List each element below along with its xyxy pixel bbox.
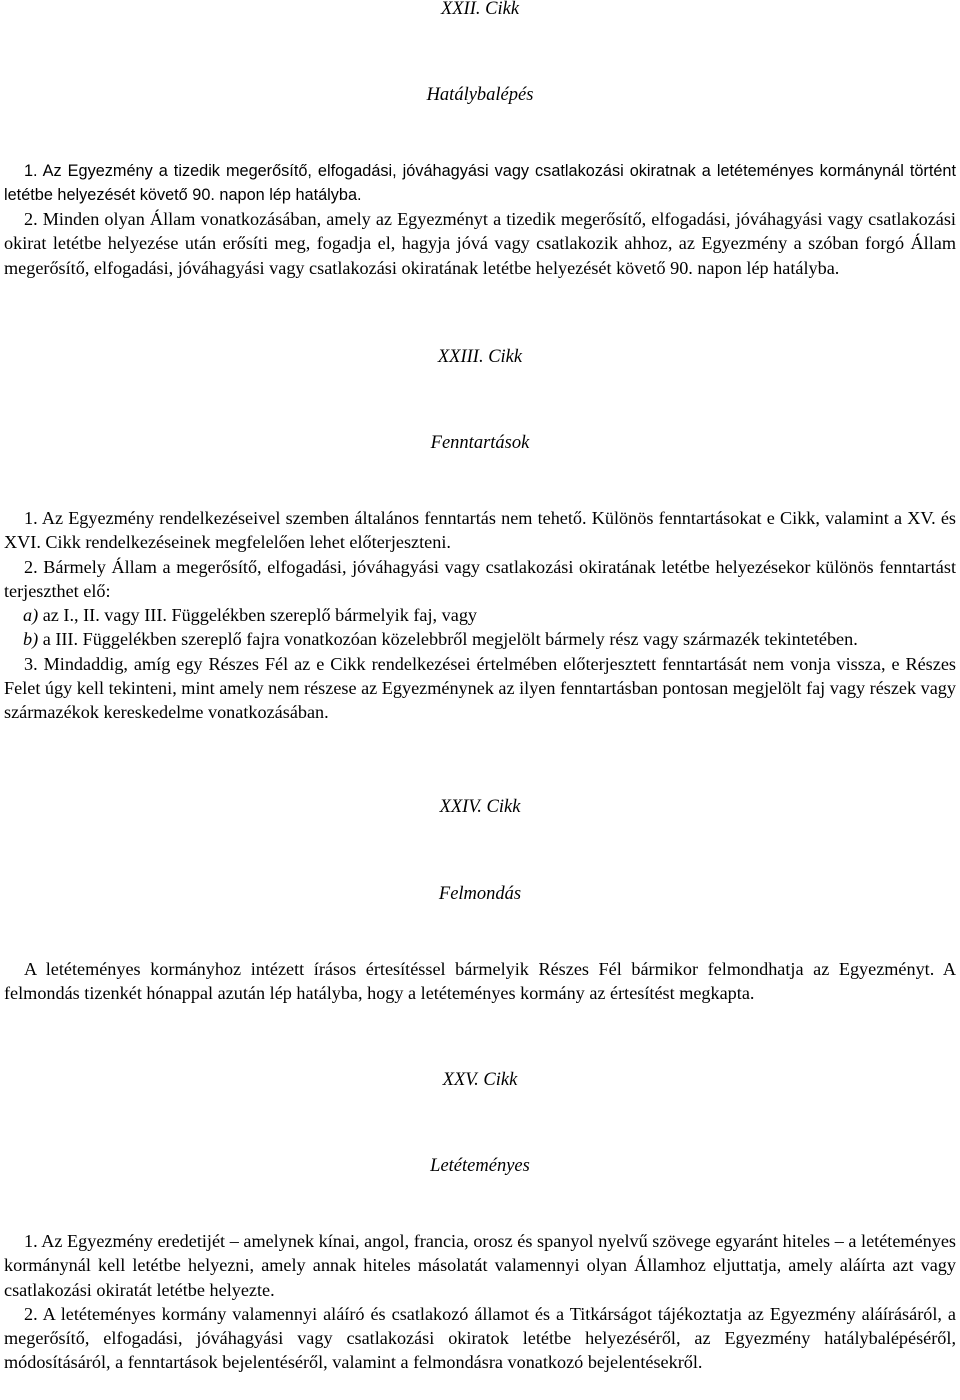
paragraph: A letéteményes kormányhoz intézett írásos értesítéssel bármelyik Részes Fél bármikor felmondhatja az Egyezményt. A felmondás tizenkét hónappal azután lép hatályba, hogy a letéteményes kormány az értesítést megkapta.	[4, 959, 956, 1004]
article-number: XXII. Cikk	[440, 0, 520, 19]
article-title: Hatálybalépés	[426, 85, 534, 105]
paragraph: 2. Minden olyan Állam vonatkozásában, amely az Egyezményt a tizedik megerősítő, elfogadási, jóváhagyási vagy csatlakozási okirat letétbe helyezése után erősíti meg, fogadja el, hagyja jóvá vagy csatlakozik ahhoz, az Egyezmény a szóban forgó Állam megerősítő, elfogadási, jóváhagyási vagy csatlakozási okiratának letétbe helyezését követő 90. napon lép hatályba.	[4, 209, 956, 278]
paragraph: 1. Az Egyezmény rendelkezéseivel szemben általános fenntartás nem tehető. Különös fenntartásokat e Cikk, valamint a XV. és XVI. Cikk rendelkezéseinek megfelelően lehet előterjeszteni.	[4, 508, 956, 553]
article-number: XXIII. Cikk	[437, 347, 523, 367]
article-title: Fenntartások	[430, 433, 530, 453]
paragraph: 2. A letéteményes kormány valamennyi aláíró és csatlakozó államot és a Titkárságot tájékoztatja az Egyezmény aláírásáról, a megerősítő, elfogadási, jóváhagyási vagy csatlakozási okiratok letétbe helyezéséről, az Egyezmény hatálybalépéséről, módosításáról, a fenntartások bejelentéséről, valamint a felmondásra vonatkozó bejelentésekről.	[4, 1303, 956, 1373]
article-body	[4, 957, 956, 1006]
article-number: XXIV. Cikk	[439, 797, 521, 817]
list-item	[4, 627, 956, 651]
article-body	[4, 506, 956, 725]
list-item	[4, 603, 956, 627]
paragraph: 1. Az Egyezmény a tizedik megerősítő, elfogadási, jóváhagyási vagy csatlakozási okiratnak a letéteményes kormánynál történt letétbe helyezését követő 90. napon lép hatályba.	[4, 162, 956, 205]
article-body	[4, 207, 956, 280]
paragraph: 2. Bármely Állam a megerősítő, elfogadási, jóváhagyási vagy csatlakozási okiratának letétbe helyezésekor különös fenntartást terjeszthet elő:	[4, 556, 956, 601]
article-body	[4, 1229, 956, 1375]
list-item-text: a III. Függelékben szereplő fajra vonatkozóan közelebbről megjelölt bármely rész vagy származék tekintetében.	[38, 629, 858, 650]
list-item-label: a)	[23, 605, 39, 626]
paragraph: 3. Mindaddig, amíg egy Részes Fél az e Cikk rendelkezései értelmében előterjesztett fenntartását nem vonja vissza, e Részes Felet úgy kell tekinteni, mint amely nem részese az Egyezménynek az ilyen fenntartásban pontosan megjelölt faj vagy részek vagy származékok kereskedelme vonatkozásában.	[4, 653, 956, 723]
list-item-text: az I., II. vagy III. Függelékben szereplő bármelyik faj, vagy	[38, 605, 478, 626]
article-title: Felmondás	[438, 884, 522, 904]
article-title: Letéteményes	[430, 1156, 530, 1176]
article-number: XXV. Cikk	[442, 1070, 518, 1090]
list-item-label: b)	[23, 629, 39, 650]
article-body	[4, 159, 956, 208]
paragraph: 1. Az Egyezmény eredetijét – amelynek kínai, angol, francia, orosz és spanyol nyelvű szövege egyaránt hiteles – a letéteményes kormánynál kell letétbe helyezni, amely annak hiteles másolatát valamennyi olyan Államhoz eljuttatja, amely aláírta azt vagy csatlakozási okiratát letétbe helyezte.	[4, 1231, 956, 1300]
